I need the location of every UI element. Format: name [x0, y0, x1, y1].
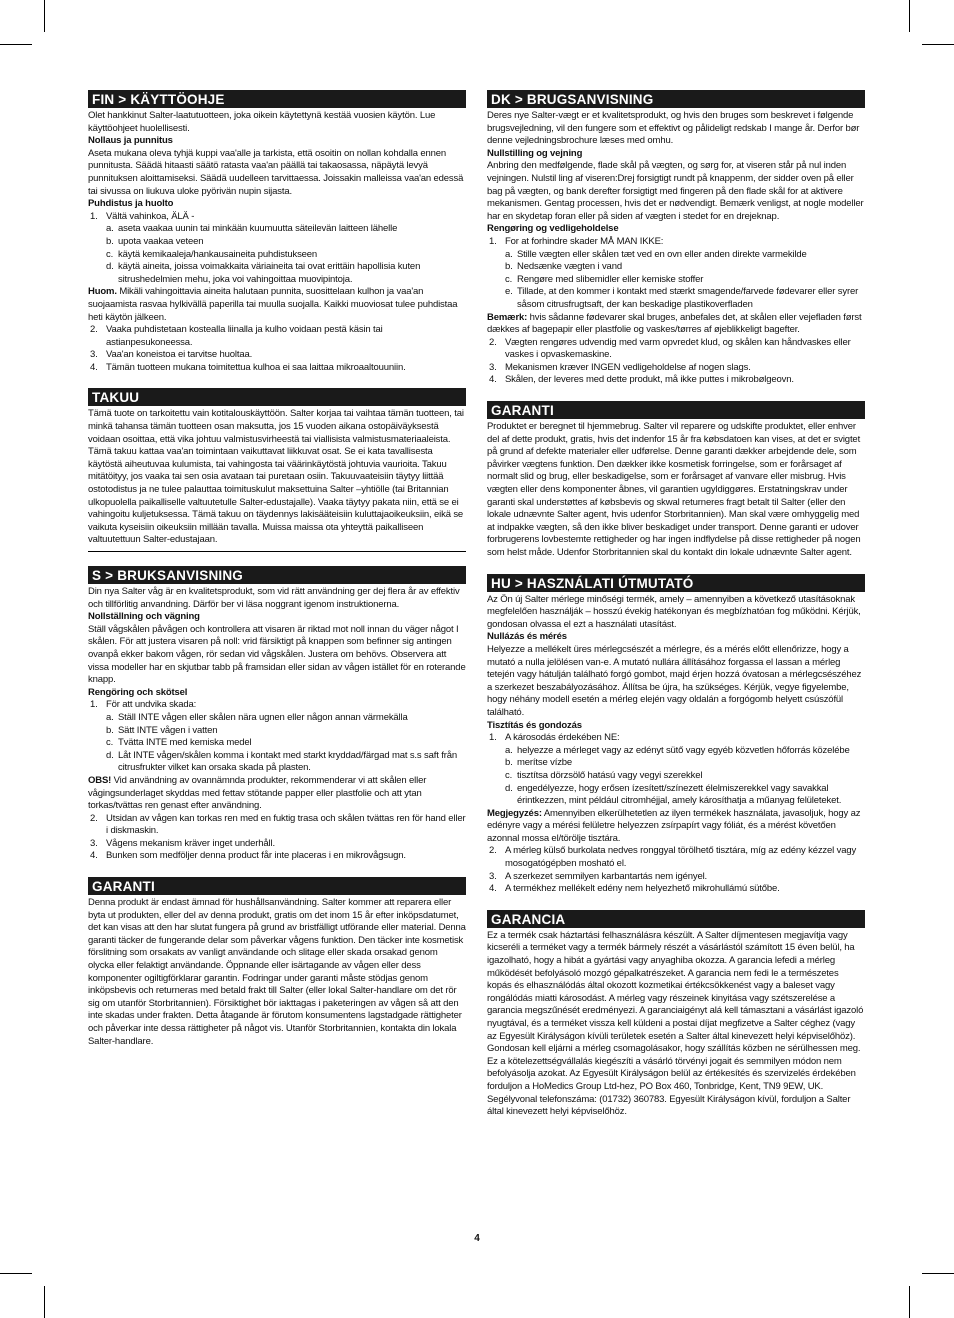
list-item: 1. For at forhindre skader MÅ MAN IKKE: a. Stille vægten eller skålen tæt ved en ovn eller anden direkte varmekilde b. Nedsænke vægten i vand c. Rengøre med slibemidler eller kemiske stoffer e. Tillade, at den kommer i kontakt med stærkt smagende/farvede fødevarer eller syrer såsom citrusfrugtsaft, der kan beskadige plastikoverfladen: [487, 236, 865, 312]
paragraph: Produktet er beregnet til hjemmebrug. Salter vil reparere og udskifte produktet, eller enhver del af dette produkt, gratis, hvis det indenfor 15 år fra købsdatoen kan vises, at det er svigtet på grund af defekte materialer eller udførelse. Denne garanti dækker arbejdende dele, som påvirker vægtens funktion. Den dækker ikke kosmetisk forringelse, som er forårsaget af normalt slid og brug, eller beskadigelse, som er forårsaget af vanvare eller misbrug. Hvis vægten eller dens komponenter åbnes, vil garantien ugyldiggøres. Erstatningskrav under garanti skal understøttes af købsbevis og skwal returneres fragt betalt til Salter (eller den lokale udnævnte Salter agent, hvis udenfor Storbritannien). Man skal være omhyggelig med at indpakke vægten, så den ikke bliver beskadiget under transport. Denne garanti er udover forbrugerens lovbestemte rettigheder og har ingen indflydelse på disse rettigheder på nogen som helst måde. Udenfor Storbritannien skal du kontakt din lokale udnævnte Salter agent.: [487, 421, 861, 558]
list-item: e. Tillade, at den kommer i kontakt med stærkt smagende/farvede fødevarer eller syrer såsom citrusfrugtsaft, der kan beskadige plastikoverfladen: [505, 286, 859, 310]
section-title: FIN > KÄYTTÖOHJE: [88, 90, 466, 108]
numbered-list: [88, 813, 466, 863]
list-item: d. Låt INTE vågen/skålen komma i kontakt med starkt kryddad/färgad mat s.s saft från citrusfrukter vilket kan orsaka skada på plasten.: [106, 749, 457, 774]
list-item: 1. A károsodás érdekében NE: a. helyezze a mérleget vagy az edényt sütő vagy egyéb közvetlen hőforrás közelébe b. merítse vízbe c. tisztítsa dörzsölő hatású vagy vegyi szerekkel d. engedélyezze, hogy erősen ízesített/színezett élelmiszerekkel vagy savakkal érintkezzen, mint például citromhéjjal, amely károsíthatja a műanyag felületeket.: [487, 732, 865, 808]
list-item: 2. Vægten rengøres udvendig med varm opvredet klud, og skålen kan håndvaskes eller vaskes i opvaskemaskine.: [489, 336, 851, 361]
numbered-list: [487, 236, 865, 312]
list-item: 4. Bunken som medföljer denna product får inte placeras i en mikrovågsugn.: [90, 850, 406, 862]
section-dk-instructions: [487, 90, 865, 387]
section-title: GARANTI: [88, 877, 466, 895]
section-body: [487, 930, 865, 1119]
list-item: 1. För att undvika skada: a. Ställ INTE vågen eller skålen nära ugnen eller någon annan värmekälla b. Sätt INTE vågen i vatten c. Tvätta INTE med kemiska medel d. Låt INTE vågen/skålen komma i kontakt med starkt kryddad/färgad mat s.s saft från citrusfrukter vilket kan orsaka skada på plasten.: [88, 699, 466, 775]
right-column: [487, 90, 865, 1133]
section-body: [88, 586, 466, 863]
list-item: c. käytä kemikaaleja/hankausaineita puhdistukseen: [106, 248, 318, 260]
numbered-list: [487, 732, 865, 808]
numbered-list: [487, 337, 865, 387]
note-paragraph: OBS! Vid användning av ovannämnda produkter, rekommenderar vi att skålen eller vågingsunderlaget skyddas med fettav stötande papper eller plastfolie och att ytan torkas/tvättas ren genast efter användning.: [88, 774, 427, 812]
subheading: Nullázás és mérés: [487, 631, 567, 643]
list-item: b. Nedsænke vægten i vand: [505, 261, 622, 273]
subheading: Rengöring och skötsel: [88, 686, 188, 698]
section-hu-warranty: [487, 910, 865, 1119]
list-item: b. Sätt INTE vågen i vatten: [106, 724, 218, 736]
intro-text: Deres nye Salter-vægt er et kvalitetsprodukt, og hvis den bruges som beskrevet i følgende brugsvejledning, vil den fungere som et effektivt og pålideligt redskab I mange år. Derfor bør denne vejledningsbrochure læses med omhu.: [487, 110, 860, 147]
section-body: [487, 421, 865, 560]
crop-mark: [44, 0, 45, 32]
section-fin-instructions: [88, 90, 466, 374]
section-body: [88, 897, 466, 1048]
paragraph: Anbring den medfølgende, flade skål på vægten, og sørg for, at viseren står på nul inden vejningen. Nulstil ling af viseren:Drej forsigtigt rundt på knappenm, der sidder oven på eller bag på vægten, og bank derefter forsigtigt med fingeren på den flade skål for at aktivere mekanismen. Gentag processen, hvis det er nødvendigt. Bemærk venligst, at nogle modeller har en skydetap foran eller på siden af vægten i stedet for en drejeknap.: [487, 160, 864, 222]
section-swe-warranty: [88, 877, 466, 1048]
list-item: a. Stille vægten eller skålen tæt ved en ovn eller anden direkte varmekilde: [505, 248, 807, 260]
list-item: 3. Mekanismen kræver INGEN vedligeholdelse af nogen slags.: [489, 361, 751, 373]
section-body: [88, 408, 466, 552]
crop-mark: [909, 1286, 910, 1318]
page-number: 4: [474, 1233, 480, 1244]
numbered-list: [487, 845, 865, 895]
divider: [88, 551, 466, 552]
list-item: 2. Utsidan av vågen kan torkas ren med en fuktig trasa och skålen tvättas ren för hand eller i diskmaskin.: [90, 812, 466, 837]
paragraph: Helyezze a mellékelt üres mérlegcsészét a mérlegre, és a mérés előtt ellenőrizze, hogy a mutató a nulla jelölésen van-e. A mutató nullára állításához forgassa el lassan a mérleg tetején vagy hátulján található forgó gombot, majd érjen hozzá óvatosan a mérlegcsészéhez a szerkezet beszabályozásához. Állítsa be újra, ha szükséges. Kérjük, vegye figyelembe, hogy néhány modell esetén a mérleg elején vagy oldalán a forgógomb helyett csúszófül található.: [487, 643, 862, 718]
lettered-list: [487, 745, 865, 808]
note-paragraph: Huom. Mikäli vahingoittavia aineita halutaan punnita, suosittelaan kulhon ja vaa'an suojaamista rasvaa hylkivällä paperilla tai muulla suojalla. Kaikki muoviosat tulee puhdistaa heti käytön jälkeen.: [88, 286, 458, 323]
list-item: a. helyezze a mérleget vagy az edényt sütő vagy egyéb közvetlen hőforrás közelébe: [505, 744, 850, 756]
crop-mark: [44, 1286, 45, 1318]
section-title: GARANTI: [487, 401, 865, 419]
section-hu-instructions: [487, 574, 865, 896]
subheading: Nollaus ja punnitus: [88, 135, 173, 147]
section-title: TAKUU: [88, 388, 466, 406]
intro-text: Olet hankkinut Salter-laatutuotteen, joka oikein käytettynä kestää vuosien käytön. Lue käyttöohjeet huolellisesti.: [88, 110, 436, 134]
list-item: b. upota vaakaa veteen: [106, 235, 204, 247]
section-title: HU > HASZNÁLATI ÚTMUTATÓ: [487, 574, 865, 592]
crop-mark: [0, 1273, 32, 1274]
list-item: c. tisztítsa dörzsölő hatású vagy vegyi szerekkel: [505, 769, 703, 781]
intro-text: Din nya Salter våg är en kvalitetsprodukt, som vid rätt användning ger dej flera år av effektiv och tillförlitig anvandning. Därför ber vi läsa noggrant igenom instruktionerna.: [88, 586, 460, 610]
note-paragraph: Bemærk: hvis sådanne fødevarer skal bruges, anbefales det, at skålen eller vejefladen først dækkes af bagepapir eller plastfolie og vaskes/tørres af øjeblikkeligt bagefter.: [487, 311, 862, 336]
list-item: 2. A mérleg külső burkolata nedves ronggyal törölhető tisztára, míg az edény kézzel vagy mosogatógépben mosható el.: [489, 845, 857, 870]
lettered-list: [88, 712, 466, 775]
list-item: 3. A szerkezet semmilyen karbantartás nem igényel.: [489, 870, 708, 882]
paragraph: Ez a termék csak háztartási felhasználásra készült. A Salter díjmentesen megjavítja vagy kicseréli a terméket vagy a termék bármely részét a vásárlástól számított 15 éven belül, ha igazolható, hogy a hibát a gyártási vagy anyaghiba okozza. A garancia lefedi a mérleg működését befolyásoló mozgó gépalkatrészeket. A garancia nem fedi le a természetes kopás és elhasználódás által okozott kozmetikai értékcsökkenést vagy a baleset vagy rongálódás miatti károsodást. A mérleg vagy részeinek kinyitása vagy szétszerelése a garancia megszűnését eredményezi. A garanciaigényt alá kell támasztani a vásárlást igazoló nyugtával, és a terméket vissza kell küldeni a postai díjat megfizetve a Salter céghez (vagy az Egyesült Királyságon kívüli területek esetén a Salter által kinevezett helyi képviselőhöz). Gondosan kell eljárni a mérleg csomagolásakor, hogy szállítás közben ne sérülhessen meg. Ez a kötelezettségvállalás kiegészíti a vásárló törvényi jogait és semmilyen módon nem befolyásolja azokat. Az Egyesült Királyságon belül az értékesítés és szervizelés érdekében forduljon a HoMedics Group Ltd-hez, PO Box 460, Tonbridge, Kent, TN9 9EW, UK. Segélyvonal telefonszáma: (01732) 360783. Egyesült Királyságon kívül, forduljon a Salter által kinevezett helyi képviselőhöz.: [487, 929, 864, 1118]
crop-mark: [922, 44, 954, 45]
numbered-list: [88, 699, 466, 775]
section-dk-warranty: [487, 401, 865, 560]
lettered-list: [88, 223, 466, 286]
section-body: [487, 594, 865, 896]
numbered-list: [88, 211, 466, 287]
paragraph: Tämä tuote on tarkoitettu vain kotitalouskäyttöön. Salter korjaa tai vaihtaa tämän tuotteen, tai minkä tahansa tämän tuotteen osan maksutta, jos 15 vuoden aikana ostopäiväyksestä voidaan osoittaa, että vika johtuu valmistusvirheestä tai viallisista valmistusmateriaaleista. Tämä takuu kattaa vaa'an toimintaan vaikuttavat liikkuvat osat. Se ei kata tavallisesta käytöstä aiheutuvaa kulumista, tai vahingosta tai väärinkäytöstä johtuvia vaurioita. Takuu mitätöityy, jos vaaka tai sen osia avataan tai puretaan osiin. Takuuvaateisiin täytyy liittää ostotodistus ja ne tulee palauttaa toimituskulut maksettuina Salter –yhtiölle (tai Britannian ulkopuolella paikalliselle valtuutetulle Salter-edustajalle). Vaaka täytyy pakata niin, että se ei vahingoitu kuljetuksessa. Tämä takuu on täydennys lakisääteisiin kuluttajaoikeuksiin, eikä se vaikuta kyseisiin oikeuksiin millään tavalla. Muissa maissa ota yhteyttä paikalliseen valtuutettuun Salter-edustajaan.: [88, 408, 464, 546]
section-body: [487, 110, 865, 387]
crop-mark: [909, 0, 910, 32]
section-title: S > BRUKSANVISNING: [88, 566, 466, 584]
subheading: Nullstilling og vejning: [487, 147, 583, 159]
paragraph: Aseta mukana oleva tyhjä kuppi vaa'alle ja tarkista, että osoitin on nollan kohdalla ennen punnitusta. Säädä hitaasti säätö ratasta vaa'an päällä tai takaosassa, näpäytä levyä punnituksen aloittamiseksi. Säädä uudelleen tarvittaessa. Joissakin malleissa vaa'an edessä tai sivussa on liukuva uloke pyörivän nupin sijasta.: [88, 147, 464, 197]
subheading: Nollställning och vägning: [88, 611, 200, 623]
section-swe-instructions: [88, 566, 466, 863]
left-column: [88, 90, 466, 1062]
lettered-list: [487, 249, 865, 312]
list-item: 3. Vågens mekanism kräver inget underhåll.: [90, 837, 275, 849]
subheading: Rengøring og vedligeholdelse: [487, 223, 619, 235]
list-item: c. Rengøre med slibemidler eller kemiske stoffer: [505, 273, 704, 285]
list-item: a. Ställ INTE vågen eller skålen nära ugnen eller någon annan värmekälla: [106, 711, 408, 723]
section-body: [88, 110, 466, 374]
crop-mark: [0, 44, 32, 45]
note-paragraph: Megjegyzés: Amennyiben elkerülhetetlen az ilyen termékek használata, javasoljuk, hogy az edényre vagy a mérési felületre helyezzen zsírpapírt vagy fóliát, és a mérést követően azonnal mossa el/törölje tisztára.: [487, 807, 861, 844]
list-item: c. Tvätta INTE med kemiska medel: [106, 737, 252, 749]
section-title: DK > BRUGSANVISNING: [487, 90, 865, 108]
list-item: 4. A termékhez mellékelt edény nem helyezhető mikrohullámú sütőbe.: [489, 883, 780, 895]
list-item: d. käytä aineita, joissa voimakkaita väriaineita tai ovat erittäin hapollisia kuten sitrushedelmien mehu, joka voi vahingoittaa muovipintoja.: [106, 261, 421, 285]
section-title: GARANCIA: [487, 910, 865, 928]
list-item: 1. Vältä vahinkoa, ÄLÄ - a. aseta vaakaa uunin tai minkään kuumuutta säteilevän laitteen lähelle b. upota vaakaa veteen c. käytä kemikaaleja/hankausaineita puhdistukseen d. käytä aineita, joissa voimakkaita väriaineita tai ovat erittäin hapollisia kuten sitrushedelmien mehu, joka voi vahingoittaa muovipintoja.: [88, 211, 466, 287]
list-item: 2. Vaaka puhdistetaan kostealla liinalla ja kulho voidaan pestä käsin tai astianpesukoneessa.: [90, 324, 383, 348]
list-item: 4. Skålen, der leveres med dette produkt, må ikke puttes i mikrobølgeovn.: [489, 374, 794, 386]
paragraph: Ställ vågskålen påvågen och kontrollera att visaren är riktad mot noll innan du väger något I skålen. För att justera visaren på noll: vrid färsiktigt på knappen som befinner sig antingen ovanpå ekker bakom vågen, rör sedan vid vågskålen. Justera om behövs. Observera att vissa modeller har en skjutbar tabb på framsidan eller sidan av vågen istället för en roterande knapp.: [88, 623, 466, 686]
crop-mark: [922, 1273, 954, 1274]
list-item: 4. Tämän tuotteen mukana toimitettua kulhoa ei saa laittaa mikroaaltouuniin.: [90, 361, 406, 373]
subheading: Tisztítás és gondozás: [487, 719, 582, 731]
section-fin-warranty: [88, 388, 466, 552]
subheading: Puhdistus ja huolto: [88, 198, 174, 210]
list-item: b. merítse vízbe: [505, 757, 573, 769]
list-item: 3. Vaa'an koneistoa ei tarvitse huoltaa.: [90, 349, 253, 361]
list-item: a. aseta vaakaa uunin tai minkään kuumuutta säteilevän laitteen lähelle: [106, 223, 398, 235]
intro-text: Az Ön új Salter mérlege minőségi termék, amely – amennyiben a következő utasításoknak megfelelően használják – hosszú évekig hatékonyan és megbízhatóan fog működni. Kérjük, gondosan olvassa el ezt a használati utasítást.: [487, 593, 861, 630]
numbered-list: [88, 324, 466, 374]
paragraph: Denna produkt är endast ämnad för hushållsanvändning. Salter kommer att reparera eller byta ut produkten, eller del av denna produkt, gratis om det inom 15 år efter inköpsdatumet, det kan visas att den har slutat fungera på grund av bristfälligt utförande eller material. Denna garanti täcker de fungerande delar som påverkar vågens funktion. Den täcker inte kosmetisk förslitning som orsakats av vanligt användande och slitage eller skada orsakad genom olycka eller felaktigt användande. Öppnande eller isärtagande av vågen eller dess komponenter ogiltigförklarar garantin. Fodringar under garanti måste stödjas genom inköpsbevis och returneras med betald frakt till Salter (eller lokal Salter-handlare om det rör sig om utanför Storbritannien). Försiktighet bör iakttagas i paketeringen av vågen så att den inte skadas under frakten. Detta åtagande är förutom konsumentens lagstadgade rättigheter och påverkar inte dessa rättigheter på något vis. Utanför Storbritannien, kontakta din lokala Salter-handlare.: [88, 897, 466, 1047]
list-item: d. engedélyezze, hogy erősen ízesített/színezett élelmiszerekkel vagy savakkal érintkezzen, mint például citromhéjjal, amely károsíthatja a műanyag felületeket.: [505, 782, 842, 807]
